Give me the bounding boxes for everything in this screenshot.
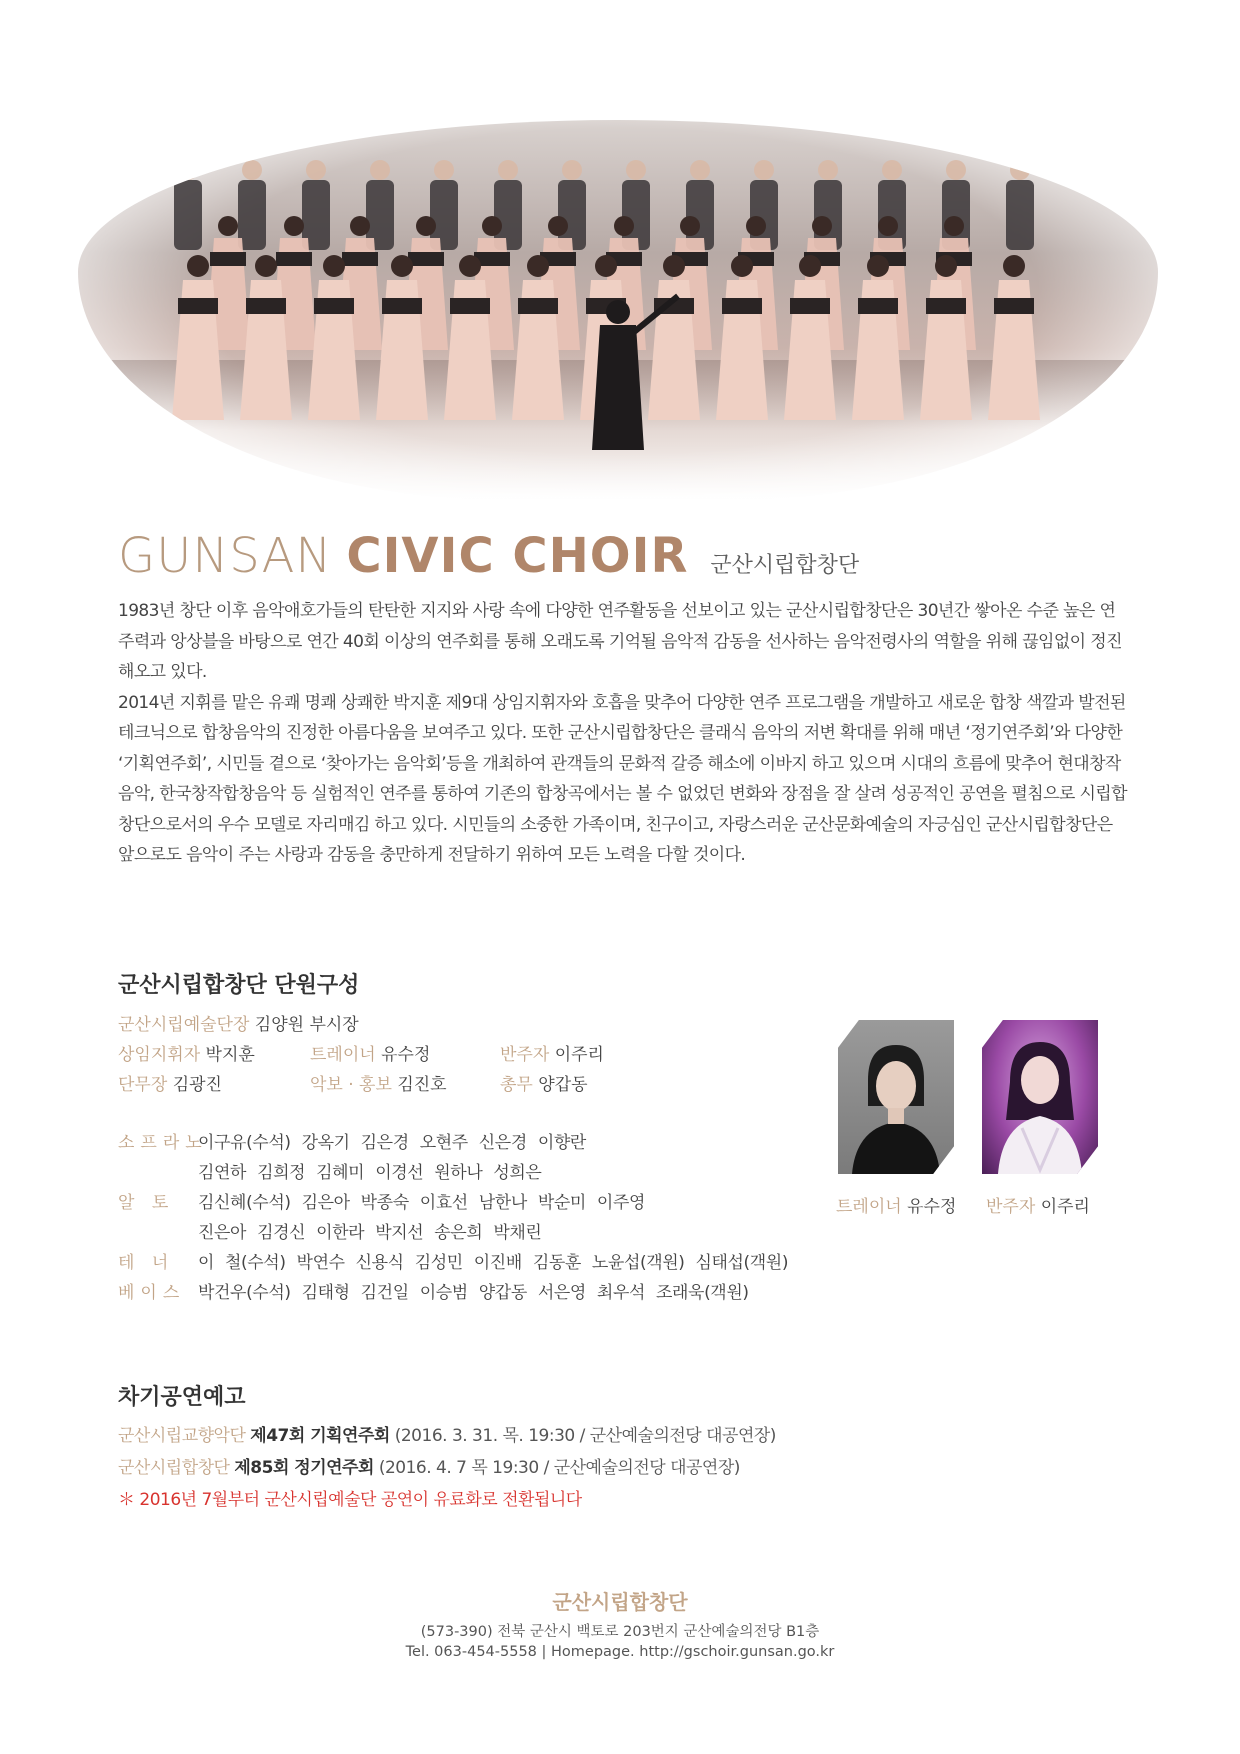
upcoming-program: 제85회 정기연주회: [234, 1458, 374, 1478]
title-gunsan: GUNSAN: [118, 528, 333, 584]
upcoming-section-title: 차기공연예고: [118, 1385, 246, 1410]
part-label-alto: 알 토: [118, 1193, 175, 1213]
role-label: 반주자: [500, 1045, 550, 1065]
choir-figures: [78, 120, 1158, 500]
bass-row: [118, 1278, 788, 1308]
upcoming-list: [118, 1420, 776, 1516]
member-names: 이구유(수석) 강옥기 김은경 오현주 신은경 이향란: [198, 1133, 586, 1153]
footer-org: 군산시립합창단: [552, 1590, 688, 1614]
paid-notice: ＊ 2016년 7월부터 군산시립예술단 공연이 유료화로 전환됩니다: [118, 1490, 582, 1510]
staff-row-director: [118, 1010, 604, 1040]
member-names: 진은아 김경신 이한라 박지선 송은희 박채린: [198, 1223, 542, 1243]
upcoming-detail: (2016. 4. 7 목 19:30 / 군산예술의전당 대공연장): [378, 1458, 740, 1478]
role-label: 단무장: [118, 1075, 168, 1095]
alto-row-1: [118, 1188, 788, 1218]
caption-name: 이주리: [1040, 1197, 1090, 1217]
footer-address: (573-390) 전북 군산시 백토로 203번지 군산예술의전당 B1층: [420, 1624, 820, 1640]
caption-name: 유수정: [907, 1197, 957, 1217]
part-label-soprano: 소프라노: [118, 1133, 208, 1153]
trainer-caption: [836, 1192, 956, 1217]
staff-row-3: [118, 1070, 604, 1100]
title-civic-choir: CIVIC CHOIR: [346, 528, 689, 584]
member-list: [118, 1128, 788, 1308]
accompanist-portrait: [982, 1020, 1098, 1174]
staff-name: 양갑동: [538, 1075, 588, 1095]
upcoming-item-2: [118, 1452, 776, 1484]
member-names: 김연하 김희정 김혜미 이경선 원하나 성희은: [198, 1163, 542, 1183]
accompanist-caption: [986, 1192, 1090, 1217]
role-label: 악보 · 홍보: [310, 1075, 392, 1095]
intro-paragraph-1: 1983년 창단 이후 음악애호가들의 탄탄한 지지와 사랑 속에 다양한 연주활동을 선보이고 있는 군산시립합창단은 30년간 쌓아온 수준 높은 연주력과 앙상블을 바탕으로 연간 40회 이상의 연주회를 통해 오래도록 기억될 음악적 감동을 선사하는 음악전령사의 역할을 위해 끊임없이 정진해오고 있다.: [118, 601, 1122, 682]
intro-text: [118, 596, 1128, 871]
part-label-bass: 베이스: [118, 1283, 186, 1303]
trainer-portrait: [838, 1020, 954, 1174]
title-korean: 군산시립합창단: [710, 553, 860, 578]
choir-photo: [78, 120, 1158, 500]
role-label: 총무: [500, 1075, 533, 1095]
upcoming-item-1: [118, 1420, 776, 1452]
part-label-tenor: 테 너: [118, 1253, 175, 1273]
caption-role: 반주자: [986, 1197, 1036, 1217]
staff-row-2: [118, 1040, 604, 1070]
person-icon: [838, 1020, 954, 1174]
upcoming-org: 군산시립합창단: [118, 1458, 230, 1478]
staff-name: 김진호: [397, 1075, 447, 1095]
role-label: 군산시립예술단장: [118, 1015, 250, 1035]
staff-name: 박지훈: [205, 1045, 255, 1065]
soprano-row-1: [118, 1128, 788, 1158]
role-label: 상임지휘자: [118, 1045, 201, 1065]
caption-role: 트레이너: [836, 1197, 902, 1217]
alto-row-2: [118, 1218, 788, 1248]
upcoming-org: 군산시립교향악단: [118, 1426, 246, 1446]
staff-name: 김광진: [172, 1075, 222, 1095]
role-label: 트레이너: [310, 1045, 376, 1065]
intro-paragraph-2: 2014년 지휘를 맡은 유쾌 명쾌 상쾌한 박지훈 제9대 상임지휘자와 호흡을 맞추어 다양한 연주 프로그램을 개발하고 새로운 합창 색깔과 발전된 테크닉으로 합창음악의 진정한 아름다움을 보여주고 있다. 또한 군산시립합창단은 클래식 음악의 저변 확대를 위해 매년 ‘정기연주회’와 다양한 ‘기획연주회’, 시민들 곁으로 ‘찾아가는 음악회’등을 개최하여 관객들의 문화적 갈증 해소에 이바지 하고 있으며 시대의 흐름에 맞추어 현대창작음악, 한국창작합창음악 등 실험적인 연주를 통하여 기존의 합창곡에서는 볼 수 없었던 변화와 장점을 잘 살려 성공적인 공연을 펼침으로 시립합창단으로서의 우수 모델로 자리매김 하고 있다. 시민들의 소중한 가족이며, 친구이고, 자랑스러운 군산문화예술의 자긍심인 군산시립합창단은 앞으로도 음악이 주는 사랑과 감동을 충만하게 전달하기 위하여 모든 노력을 다할 것이다.: [118, 692, 1127, 865]
staff-roster: [118, 1010, 604, 1100]
member-names: 박건우(수석) 김태형 김건일 이승범 양갑동 서은영 최우석 조래욱(객원): [198, 1283, 749, 1303]
person-icon: [982, 1020, 1098, 1174]
staff-name: 이주리: [554, 1045, 604, 1065]
soprano-row-2: [118, 1158, 788, 1188]
footer-contact: Tel. 063-454-5558 | Homepage. http://gschoir.gunsan.go.kr: [405, 1644, 835, 1660]
member-names: 이 철(수석) 박연수 신용식 김성민 이진배 김동훈 노윤섭(객원) 심태섭(객원): [198, 1253, 789, 1273]
upcoming-detail: (2016. 3. 31. 목. 19:30 / 군산예술의전당 대공연장): [394, 1426, 776, 1446]
page-title: [118, 528, 859, 588]
staff-name: 유수정: [381, 1045, 431, 1065]
tenor-row: [118, 1248, 788, 1278]
staff-name: 김양원 부시장: [254, 1015, 359, 1035]
upcoming-program: 제47회 기획연주회: [250, 1426, 390, 1446]
roster-section-title: 군산시립합창단 단원구성: [118, 973, 360, 998]
member-names: 김신혜(수석) 김은아 박종숙 이효선 남한나 박순미 이주영: [198, 1193, 645, 1213]
